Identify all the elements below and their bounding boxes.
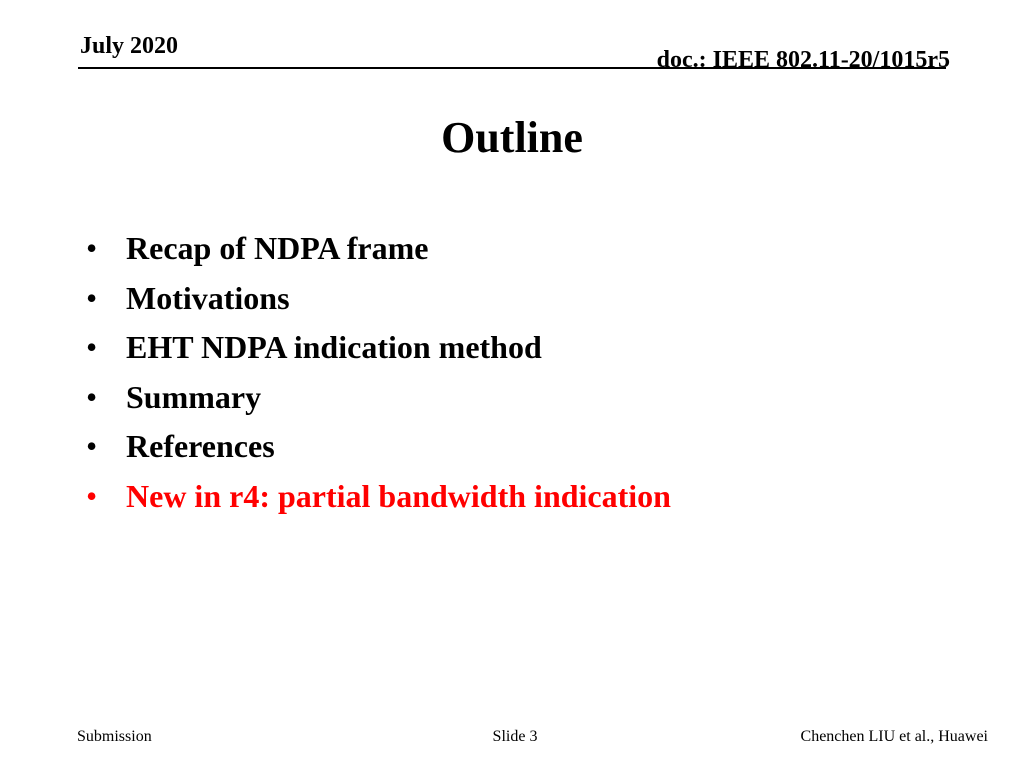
outline-item-text: Motivations xyxy=(126,279,290,316)
document-id: doc.: IEEE 802.11-20/1015r5 xyxy=(656,47,950,73)
outline-item-text: Recap of NDPA frame xyxy=(126,230,429,266)
bullet-icon: • xyxy=(86,230,98,266)
bullet-icon: • xyxy=(86,428,98,464)
bullet-icon: • xyxy=(86,477,98,514)
outline-item-text: References xyxy=(126,428,275,464)
footer-slide-number: Slide 3 xyxy=(492,728,538,745)
header-date: July 2020 xyxy=(80,33,179,59)
slide-title: Outline xyxy=(441,113,583,162)
bullet-icon: • xyxy=(86,329,98,365)
outline-item-text: EHT NDPA indication method xyxy=(126,329,542,365)
bullet-icon: • xyxy=(86,378,98,415)
bullet-icon: • xyxy=(86,279,98,316)
footer-author: Chenchen LIU et al., Huawei xyxy=(800,728,988,745)
header-divider xyxy=(78,67,946,69)
outline-item-text: New in r4: partial bandwidth indication xyxy=(126,477,671,514)
footer-submission: Submission xyxy=(77,728,152,745)
outline-item-text: Summary xyxy=(126,378,262,415)
